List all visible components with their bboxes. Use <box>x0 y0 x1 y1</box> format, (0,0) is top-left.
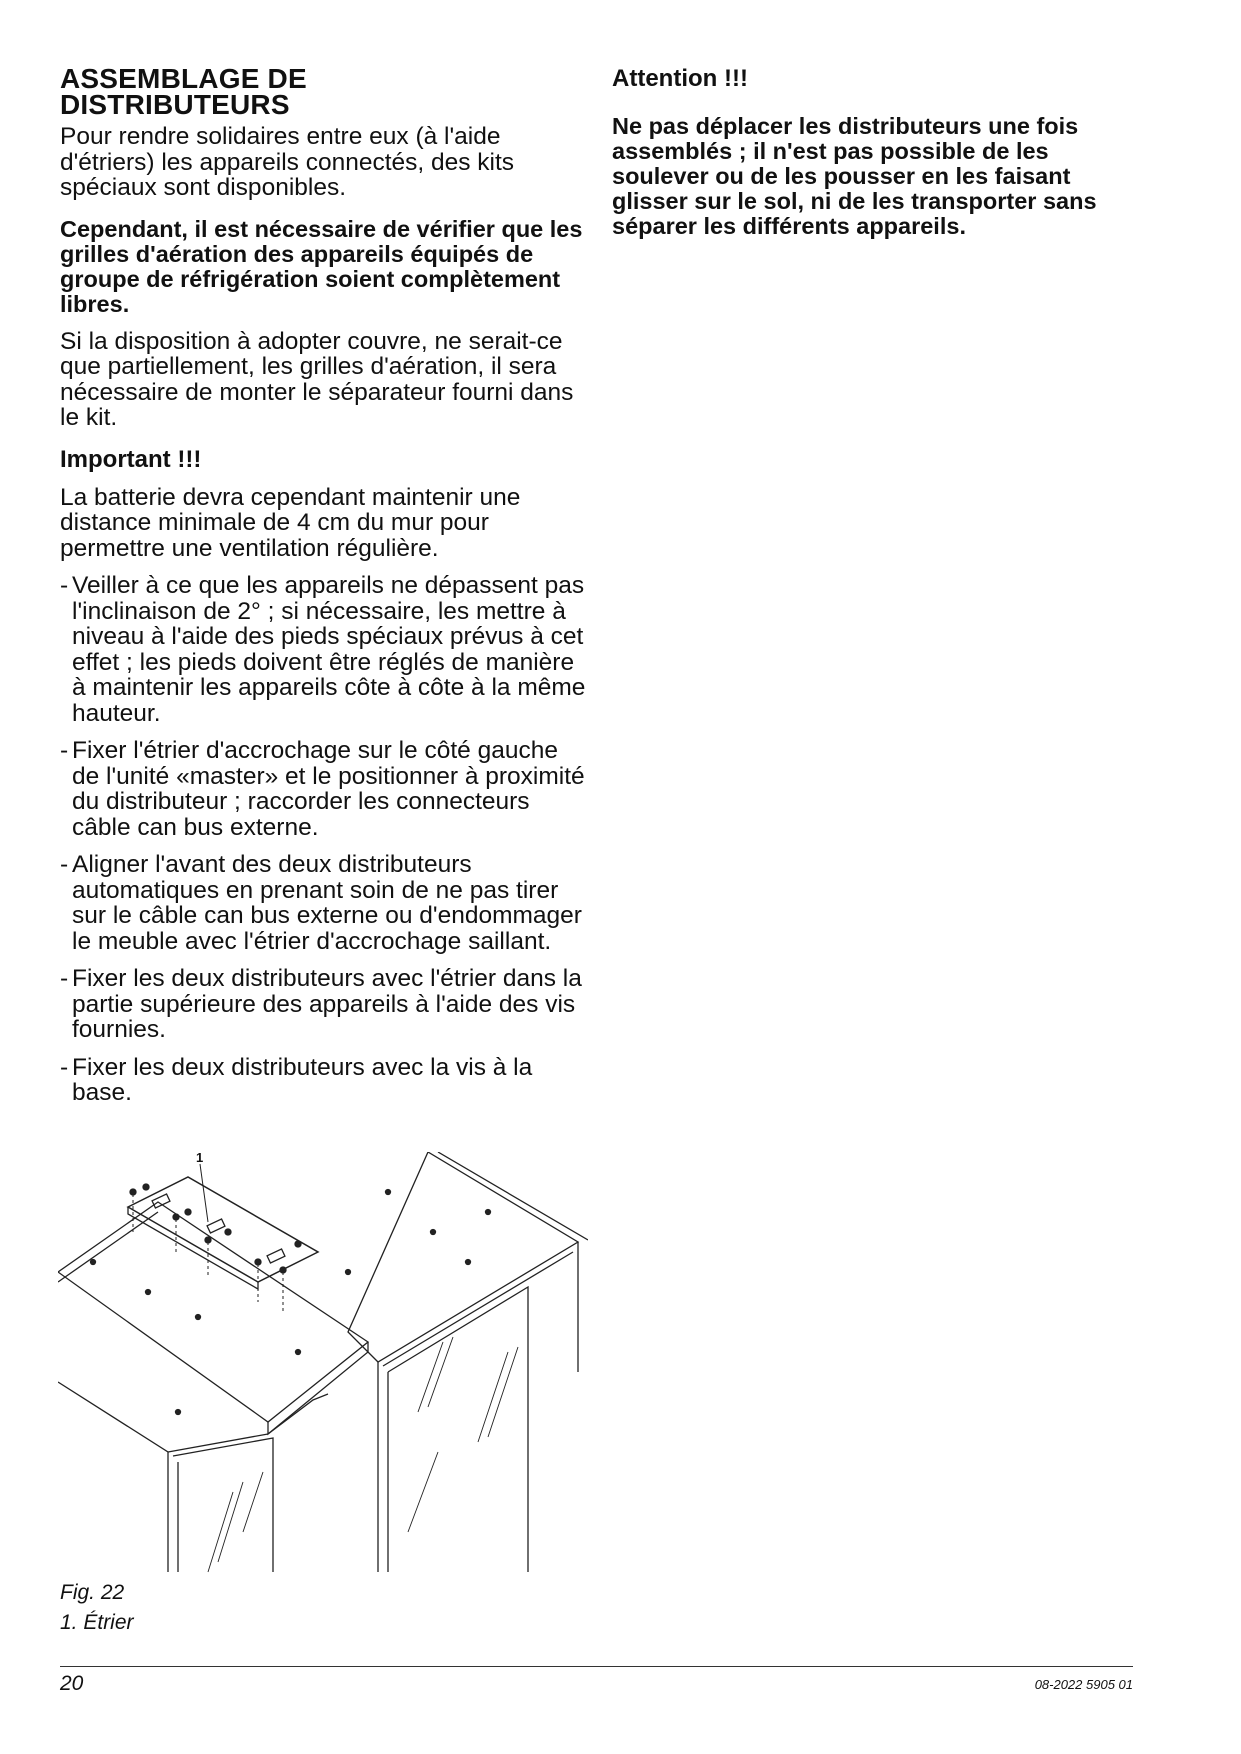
step-item: - Fixer les deux distributeurs avec la vis à la base. <box>60 1053 533 1106</box>
section-title-line1: ASSEMBLAGE DE <box>60 63 307 94</box>
dash-marker: - <box>60 737 69 764</box>
attention-text: Ne pas déplacer les distributeurs une fois assemblés ; il n'est pas possible de les soulever ou de les pousser en les faisant glisser sur le sol, ni de les transporter sans séparer les différents appareils. <box>612 113 1097 239</box>
important-text: La batterie devra cependant maintenir une distance minimale de 4 cm du mur pour permettre une ventilation régulière. <box>60 483 521 562</box>
ventilation-warning: Cependant, il est nécessaire de vérifier que les grilles d'aération des appareils équipés de groupe de réfrigération soient complètement libres. <box>60 215 583 317</box>
page-number: 20 <box>60 1672 84 1695</box>
separator-note: Si la disposition à adopter couvre, ne serait-ce que partiellement, les grilles d'aération, il sera nécessaire de monter le séparateur fourni dans le kit. <box>60 327 574 431</box>
left-column <box>60 63 590 1106</box>
right-column <box>612 66 1132 239</box>
document-code: 08-2022 5905 01 <box>1034 1677 1133 1692</box>
step-item: - Fixer les deux distributeurs avec l'étrier dans la partie supérieure des appareils à l'aide des vis fournies. <box>60 965 582 1043</box>
dash-marker: - <box>60 851 69 878</box>
step-item: - Fixer l'étrier d'accrochage sur le côté gauche de l'unité «master» et le positionner à proximité du distributeur ; raccorder les connecteurs câble can bus externe. <box>60 737 585 841</box>
assembly-steps <box>60 573 590 1106</box>
dash-marker: - <box>60 572 69 599</box>
dash-marker: - <box>60 1053 69 1081</box>
callout-number: 1 <box>196 1152 204 1165</box>
section-title-line2: DISTRIBUTEURS <box>60 89 290 120</box>
figure-caption <box>60 1578 134 1638</box>
distributors-drawing <box>58 1152 588 1580</box>
section-title <box>60 63 590 120</box>
figure-caption-title: Fig. 22 <box>60 1581 125 1604</box>
attention-heading: Attention !!! <box>612 65 748 92</box>
step-item: - Aligner l'avant des deux distributeurs automatiques en prenant soin de ne pas tirer sur le câble can bus externe ou d'endommager le meuble avec l'étrier d'accrochage saillant. <box>60 851 582 955</box>
step-item: - Veiller à ce que les appareils ne dépassent pas l'inclinaison de 2° ; si nécessaire, les mettre à niveau à l'aide des pieds spéciaux prévus à cet effet ; les pieds doivent être réglés de manière à maintenir les appareils côte à côte à la même hauteur. <box>60 572 586 727</box>
footer-divider <box>60 1666 1133 1667</box>
figure-caption-item: 1. Étrier <box>60 1611 134 1634</box>
assembly-illustration <box>58 1152 588 1580</box>
dash-marker: - <box>60 965 69 992</box>
important-heading: Important !!! <box>60 445 202 473</box>
intro-paragraph: Pour rendre solidaires entre eux (à l'aide d'étriers) les appareils connectés, des kits spéciaux sont disponibles. <box>60 123 515 201</box>
